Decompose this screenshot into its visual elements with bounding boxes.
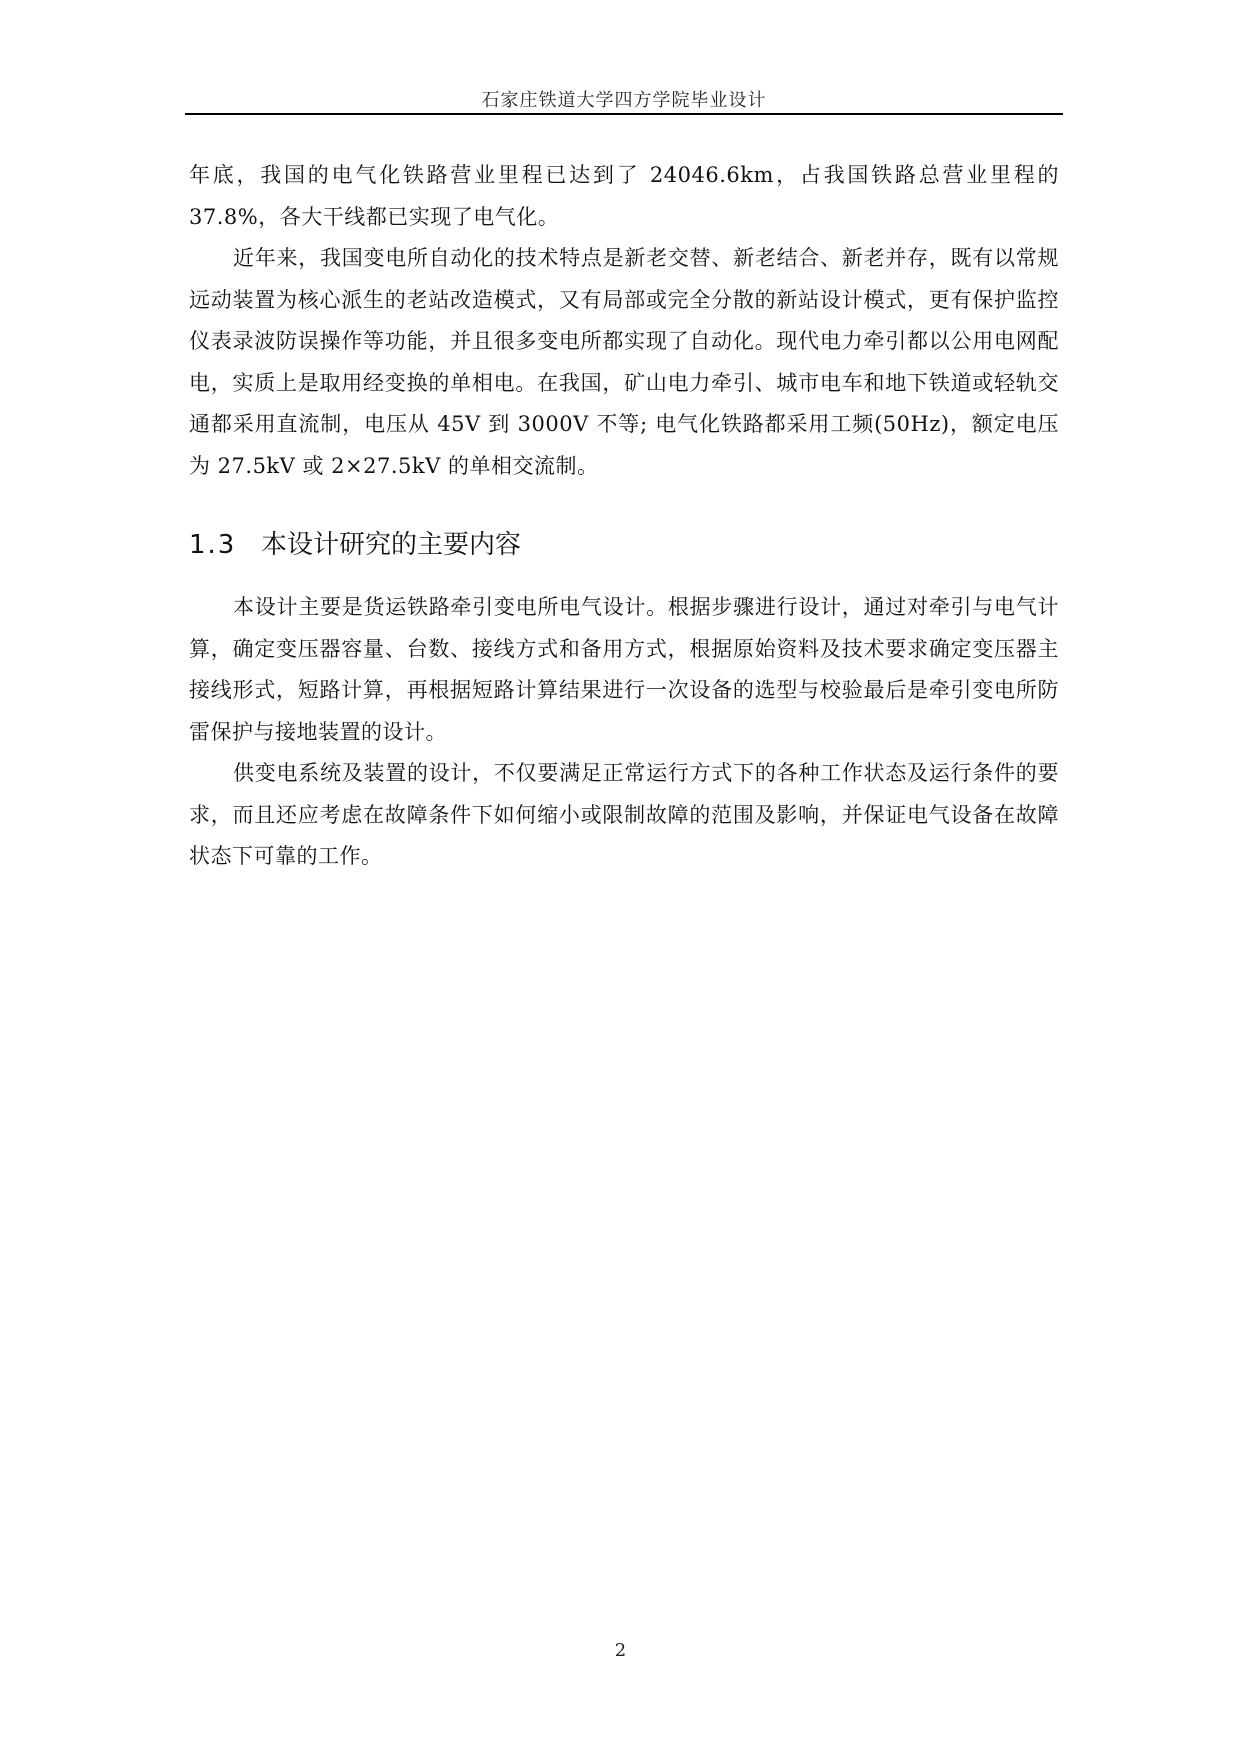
page-number: 2 [614,1640,627,1661]
section-number: 1.3 [189,530,237,560]
paragraph-continued: 年底，我国的电气化铁路营业里程已达到了 24046.6km，占我国铁路总营业里程的 37.8%，各大干线都已实现了电气化。 [189,163,1059,229]
paragraph-substation-automation: 近年来，我国变电所自动化的技术特点是新老交替、新老结合、新老并存，既有以常规远动装置为核心派生的老站改造模式，又有局部或完全分散的新站设计模式，更有保护监控仪表录波防误操作等功能，并且很多变电所都实现了自动化。现代电力牵引都以公用电网配电，实质上是取用经变换的单相电。在我国，矿山电力牵引、城市电车和地下铁道或轻轨交通都采用直流制，电压从 45V 到 3000V 不等; 电气化铁路都采用工频(50Hz)，额定电压为 27.5kV 或 2×27.5kV 的单相交流制。 [189,246,1059,478]
page-body [189,155,1059,878]
paragraph-design-content: 本设计主要是货运铁路牵引变电所电气设计。根据步骤进行设计，通过对牵引与电气计算，确定变压器容量、台数、接线方式和备用方式，根据原始资料及技术要求确定变压器主接线形式，短路计算，再根据短路计算结果进行一次设备的选型与校验最后是牵引变电所防雷保护与接地装置的设计。 [189,595,1059,744]
section-title: 本设计研究的主要内容 [261,530,522,560]
running-header: 石家庄铁道大学四方学院毕业设计 [481,90,767,111]
paragraph-system-requirements: 供变电系统及装置的设计，不仅要满足正常运行方式下的各种工作状态及运行条件的要求，而且还应考虑在故障条件下如何缩小或限制故障的范围及影响，并保证电气设备在故障状态下可靠的工作。 [189,761,1059,868]
header-rule [185,113,1063,115]
section-heading [189,525,1059,565]
